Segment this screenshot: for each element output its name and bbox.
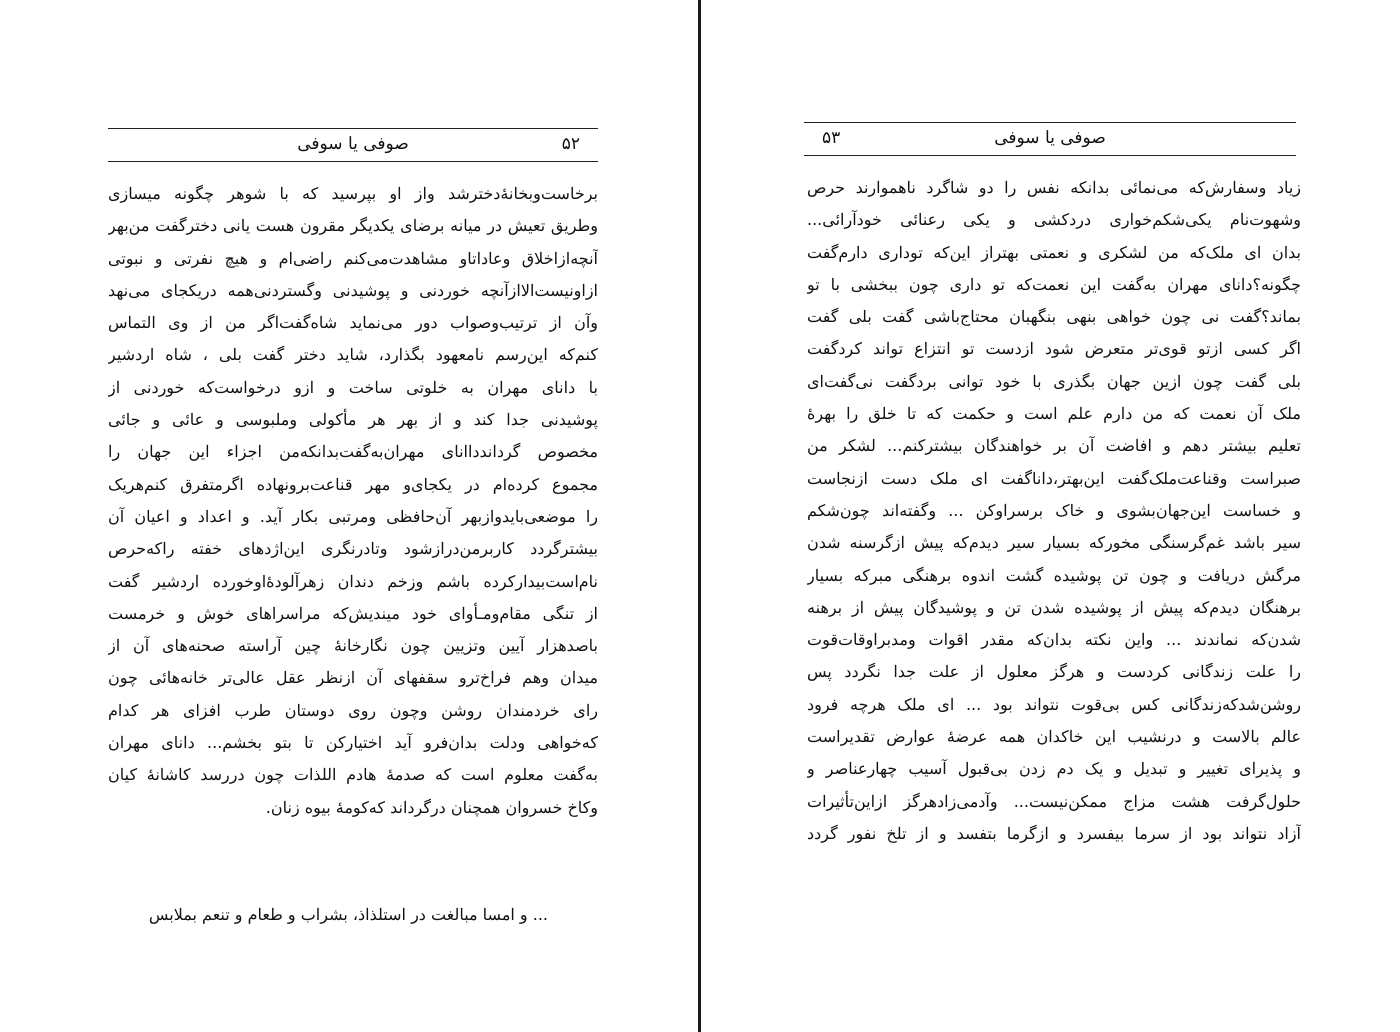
text-line: صبراست وقناعت‌ملک‌گفت این‌بهتر،داناگفت ای ملک دست ازنجاست — [807, 468, 1301, 488]
text-line: سیر باشد غم‌گرسنگی مخورکه بسیار سیر دیدم‌که پیش ازگرسنه شدن — [807, 533, 1301, 553]
text-line: با دانای مهران به خلوتی ساخت و ازو درخواست‌که خوردنی از — [108, 377, 598, 397]
text-line: باصدهزار آیین وتزیین چون نگارخانۀ چین آراسته صحنه‌های آن از — [108, 636, 598, 656]
left-page-footnote: ... و امسا مبالغت در استلذاذ، بشراب و طعام و تنعم بملابس — [148, 905, 548, 924]
text-line: ملک آن نعمت که من دارم علم است و حکمت که تا خلق را بهرۀ — [807, 404, 1301, 424]
text-line: بیشترگردد کاربرمن‌درازشود وتادرنگری این‌اژدهای خفته راکه‌حرص — [108, 539, 598, 559]
text-line: شدن‌که نماندند ... واین نکته بدان‌که مقدر اقوات ومدبراوقات‌قوت — [807, 630, 1301, 650]
text-line: چگونه؟دانای مهران به‌گفت این نعمت‌که تو داری چون ببخشی با تو — [807, 274, 1301, 294]
text-line: روشن‌شدکه‌زندگانی کس بی‌قوت نتواند بود ... ای ملک هرچه فرود — [807, 694, 1301, 714]
left-page-number: ۵۲ — [561, 134, 580, 154]
left-page-header — [108, 128, 598, 162]
right-page-header — [804, 122, 1296, 156]
text-line: را موضعی‌بایدوازبهر آن‌حافظی ومرتبی بکار آید. و اعداد و اعیان آن — [108, 506, 598, 526]
text-line: رای خردمندان روشن وچون روی دوستان طرب افزای هر کدام — [108, 700, 598, 720]
text-line: بلی گفت چون ازین جهان بگذری با خود توانی بردگفت نی‌گفت‌ای — [807, 371, 1301, 391]
text-line: برهنگان دیدم‌که پیش از پوشیده شدن تن و پوشیدگان پیش از برهنه — [807, 597, 1301, 617]
text-line: وکاخ خسروان همچنان درگرداند که‌کومۀ بیوه زنان. — [265, 797, 598, 817]
text-line: پوشیدنی جدا کند و از بهر هر مأکولی وملبوسی و عائی و جائی — [108, 410, 598, 430]
text-line: نام‌است‌بیدارکرده باشم وزخم دندان زهرآلودۀاوخورده اردشیر گفت — [108, 571, 598, 591]
text-line: زیاد وسفارش‌که می‌نمائی بدانکه نفس را دو شاگرد ناهموارند حرص — [807, 178, 1301, 197]
text-line: کنم‌که این‌رسم نامعهود بگذارد، شاید دختر گفت بلی ، شاه اردشیر — [108, 345, 598, 365]
text-line: به‌گفت معلوم است که صدمۀ هادم اللذات چون دررسد کاشانۀ کیان — [108, 765, 598, 785]
left-running-title: صوفی یا سوفی — [297, 134, 409, 154]
text-line: برخاست‌وبخانۀدخترشد واز او بپرسید که با شوهر چگونه میسازی — [108, 184, 598, 203]
text-line: بماند؟گفت نی چون خواهی بنهی بنگهبان محتاج‌باشی گفت بلی گفت — [807, 307, 1301, 327]
text-line: و پذیرای تغییر و تبدیل و یک دم زدن بی‌قبول آسیب چهارعناصر و — [807, 759, 1301, 779]
text-line: مخصوص گرداندداانای مهران‌به‌گفت‌بدانکه‌من اجزاء این جهان را — [108, 442, 598, 462]
right-running-title: صوفی یا سوفی — [994, 128, 1106, 148]
right-page — [701, 0, 1400, 1032]
text-line: ازاونیست‌الاازآنچه خوردنی و پوشیدنی وگستردنی‌همه دریکجای می‌نهد — [108, 280, 598, 300]
text-line: وشهوت‌نام یکی‌شکم‌خواری دردکشی و یکی رعنائی خودآرائی... — [807, 210, 1301, 230]
text-line: که‌خواهی ودلت بدان‌فرو آید اختیارکن تا بتو بخشم... دانای مهران — [108, 733, 598, 753]
right-page-number: ۵۳ — [822, 128, 841, 148]
left-page-body — [108, 178, 598, 824]
text-line: عالم بالاست و درنشیب این خاکدان همه عرضۀ عوارض تقدیراست — [807, 727, 1301, 747]
text-line: بدان ای ملک‌که من لشکری و نعمتی بهتراز این‌که توداری دارم‌گفت — [807, 242, 1301, 262]
text-line: میدان وهم فراخ‌ترو سقفهای آن ازنظر عقل عالی‌تر خانه‌هائی چون — [108, 668, 598, 688]
text-line: را علت زندگانی کردست و هرگز معلول از علت جدا نگردد پس — [807, 662, 1301, 682]
left-page — [0, 0, 698, 1032]
text-line: آزاد نتواند بود از سرما بیفسرد و ازگرما بتفسد و از تلخ نفور گردد — [807, 823, 1301, 843]
text-line: و خساست این‌جهان‌بشوی و خاک برسراوکن ... وگفته‌اند چون‌شکم — [807, 500, 1301, 520]
text-line: مجموع کرده‌ام در یکجای‌و مهر قناعت‌برونهاده اگرمتفرق کنم‌هریک — [108, 474, 598, 494]
text-line: تعلیم بیشتر دهم و افاضت آن بر خواهندگان بیشترکنم... لشکر من — [807, 436, 1301, 456]
text-line: از تنگی مقام‌ومـأوای خود میندیش‌که مراسراهای خوش و خرمست — [108, 603, 598, 623]
text-line: وطریق تعیش در میانه برضای یکدیگر مقرون هست یانی دخترگفت من‌بهر — [108, 216, 598, 236]
text-line: آنچه‌ازاخلاق وعاداتاو مشاهدت‌می‌کنم راضی‌ام و هیچ نفرتی و نبوتی — [108, 248, 598, 268]
text-line: حلول‌گرفت هشت مزاج ممکن‌نیست... وآدمی‌زادهرگز ازاین‌تأثیرات — [807, 791, 1301, 811]
text-line: مرگش دریافت و چون تن پوشیده گشت اندوه برهنگی مبرکه بسیار — [807, 565, 1301, 585]
text-line: وآن از ترتیب‌وصواب دور می‌نماید شاه‌گفت‌اگر من از وی التماس — [108, 313, 598, 333]
right-page-body — [807, 172, 1301, 850]
text-line: اگر کسی ازتو قوی‌تر متعرض شود ازدست تو انتزاع تواند کردگفت — [807, 339, 1301, 359]
